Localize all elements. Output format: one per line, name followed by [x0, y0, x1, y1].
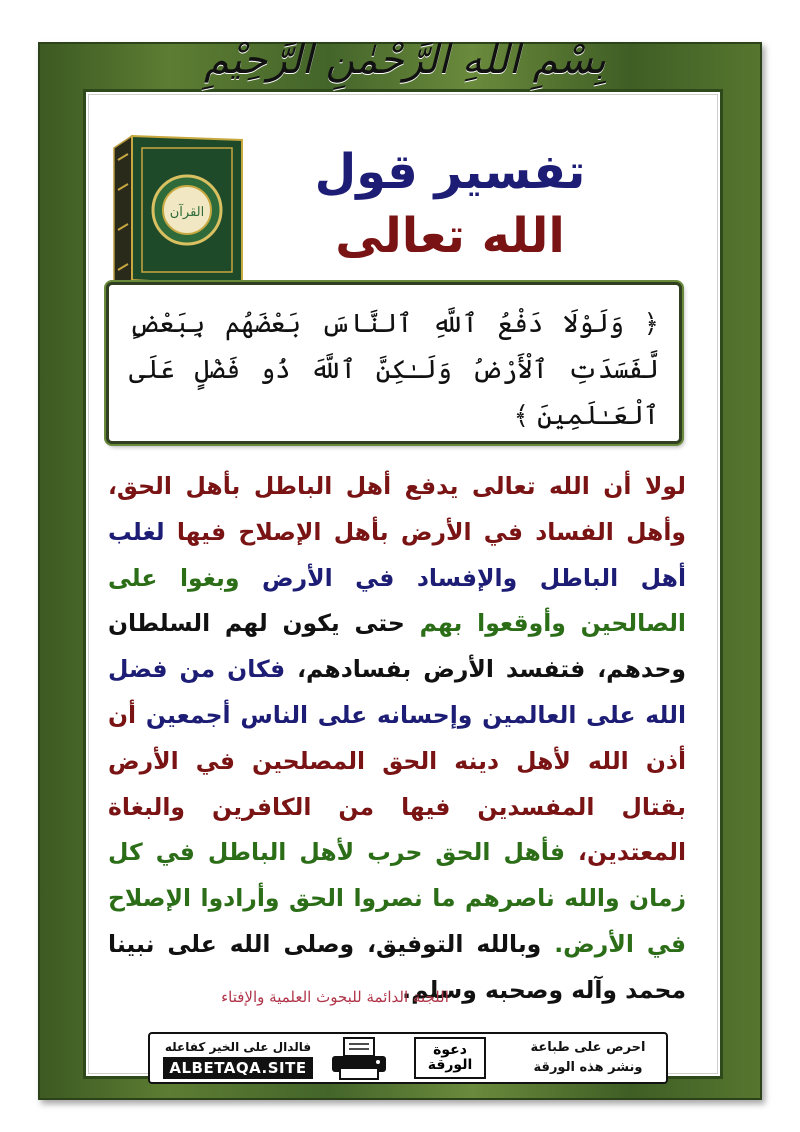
text-segment: فكان من فضل الله على العالمين وإحسانه على الناس أجمعين: [108, 655, 686, 729]
svg-text:القرآن: القرآن: [169, 205, 205, 220]
text-segment: حتى يكون لهم السلطان وحدهم، فتفسد الأرض بفسادهم،: [108, 609, 686, 684]
text-segment: وبغوا على الصالحين وأوقعوا بهم: [108, 563, 686, 638]
footer-print-line-2: ونشر هذه الورقة: [533, 1060, 643, 1075]
text-segment: لولا أن الله تعالى يدفع أهل الباطل بأهل الحق، وأهل الفساد في الأرض بأهل الإصلاح فيها: [108, 472, 687, 546]
dawa-logo-icon: [414, 1037, 486, 1079]
printer-icon: [328, 1036, 390, 1082]
footer-print-note: [518, 1038, 658, 1078]
quran-verse-box: [106, 282, 682, 444]
footer-proverb: فالدال على الخير كفاعله: [164, 1040, 312, 1054]
page-title: [290, 140, 610, 268]
title-line-2: الله تعالى: [335, 208, 565, 264]
title-line-1: تفسير قول: [314, 144, 586, 200]
text-segment: فأهل الحق حرب لأهل الباطل في كل زمان والله ناصرهم ما نصروا الحق وأرادوا الإصلاح في الأرض.: [108, 838, 686, 958]
footer-site: [158, 1038, 318, 1079]
quran-verse-text: ﴿ وَلَوْلَا دَفْعُ ٱللَّهِ ٱلنَّاسَ بَعْضَهُم بِبَعْضٍ لَّفَسَدَتِ ٱلْأَرْضُ وَلَـٰكِنَّ ٱللَّهَ ذُو فَضْلٍ عَلَى ٱلْعَـٰلَمِينَ ﴾: [129, 309, 659, 431]
tafsir-paragraph: [108, 464, 686, 1014]
footer-banner: [148, 1032, 668, 1084]
text-segment: أن أذن الله لأهل دينه الحق المصلحين في الأرض بقتال المفسدين فيها من الكافرين والبغاة المعتدين،: [108, 700, 686, 867]
source-attribution: اللجنة الدائمة للبحوث العلمية والإفتاء: [221, 988, 449, 1006]
text-segment: وبالله التوفيق، وصلى الله على نبينا محمد وآله وصحبه وسلم.: [108, 929, 686, 1004]
footer-print-line-1: احرص على طباعة: [530, 1040, 646, 1055]
site-link[interactable]: ALBETAQA.SITE: [163, 1057, 313, 1079]
quran-book-icon: [106, 130, 246, 290]
basmala: بِسْمِ اللهِ الرَّحْمٰنِ الرَّحِيْمِ: [203, 37, 607, 83]
text-segment: لغلب أهل الباطل والإفساد في الأرض: [108, 517, 686, 592]
logo-line-2: الورقة: [427, 1057, 473, 1073]
logo-line-1: دعوة: [433, 1042, 467, 1058]
